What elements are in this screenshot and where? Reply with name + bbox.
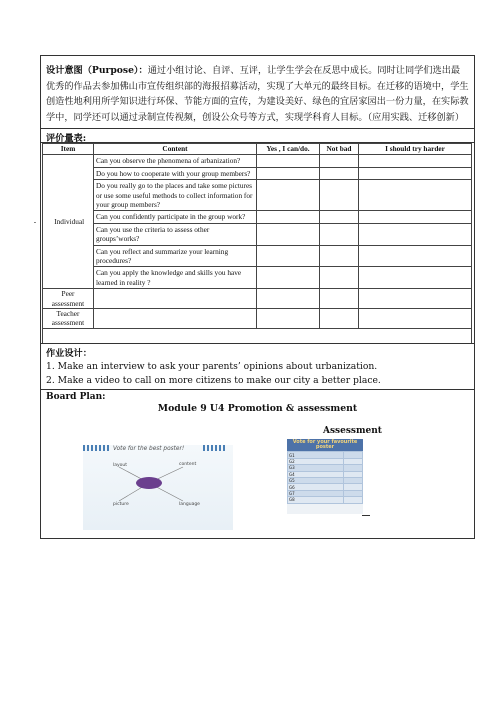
dash-mark: - — [33, 217, 37, 227]
table-row — [43, 309, 472, 329]
vote-group: G4 — [288, 471, 344, 477]
rating-cell[interactable] — [257, 167, 320, 179]
table-row — [43, 167, 472, 179]
rating-cell[interactable] — [359, 223, 472, 245]
poster-image — [83, 445, 233, 530]
poster-title: Vote for the best poster! — [113, 446, 185, 453]
peer-assessment-label: Peer assessment — [43, 289, 94, 309]
vote-group: G2 — [288, 458, 344, 464]
rating-cell[interactable] — [257, 267, 320, 289]
vote-group: G1 — [288, 452, 344, 458]
rating-cell[interactable] — [257, 309, 320, 329]
column-header: Not bad — [320, 144, 359, 155]
vote-group: G7 — [288, 490, 344, 496]
footnote-mark — [362, 515, 370, 516]
table-spacer — [43, 328, 472, 343]
rating-cell[interactable] — [320, 167, 359, 179]
rating-cell[interactable] — [257, 180, 320, 211]
criterion-text: Can you apply the knowledge and skills you have learned in reality ? — [94, 267, 257, 289]
table-row — [43, 245, 472, 267]
vote-group: G6 — [288, 484, 344, 490]
criterion-text: Can you use the criteria to assess other groups’works? — [94, 223, 257, 245]
criterion-text: Do you really go to the places and take some pictures or use some useful methods to collect information for your group members? — [94, 180, 257, 211]
assessment-label: Assessment — [323, 426, 382, 437]
table-row — [43, 223, 472, 245]
table-row — [43, 211, 472, 223]
rating-cell[interactable] — [359, 167, 472, 179]
vote-group: G8 — [288, 497, 344, 503]
rating-cell[interactable] — [359, 289, 472, 309]
rating-cell[interactable] — [320, 245, 359, 267]
rating-cell[interactable] — [359, 211, 472, 223]
criterion-text: Can you confidently participate in the group work? — [94, 211, 257, 223]
homework-item: 2. Make a video to call on more citizens to make our city a better place. — [46, 374, 381, 386]
vote-group: G5 — [288, 477, 344, 483]
vote-title: Vote for your favourite poster — [287, 439, 363, 451]
board-plan-heading: Board Plan: — [46, 392, 106, 403]
module-title: Module 9 U4 Promotion & assessment — [157, 403, 358, 415]
teacher-assessment-label: Teacher assessment — [43, 309, 94, 329]
individual-cell — [33, 155, 94, 289]
criterion-text: Do you how to cooperate with your group members? — [94, 167, 257, 179]
individual-label: Individual — [54, 217, 85, 227]
rating-cell[interactable] — [257, 211, 320, 223]
table-row — [43, 180, 472, 211]
rating-cell[interactable] — [320, 267, 359, 289]
rating-cell[interactable] — [257, 155, 320, 167]
rating-cell[interactable] — [359, 267, 472, 289]
column-header: I should try harder — [359, 144, 472, 155]
column-header: Content — [94, 144, 257, 155]
spoke-label: content — [179, 462, 197, 468]
rating-cell[interactable] — [320, 155, 359, 167]
rating-cell[interactable] — [359, 155, 472, 167]
evaluation-table — [33, 143, 472, 343]
purpose-text: 通过小组讨论、自评、互评，让学生学会在反思中成长。同时让同学们选出最优秀的作品去参加佛山市宣传组织部的海报招募活动，实现了大单元的最终目标。在迁移的语境中，学生创造性地利用所学知识进行环保、节能方面的宣传，为建设美好、绿色的宜居家园出一份力量，在实际教学中，同学还可以通过录制宣传视频，创设公众号等方式，实现学科育人目标。（应用实践、迁移创新） — [46, 65, 469, 123]
rating-cell[interactable] — [257, 289, 320, 309]
vote-group: G3 — [288, 465, 344, 471]
column-header: Item — [43, 144, 94, 155]
teacher-content-cell — [94, 309, 257, 329]
lesson-sheet — [33, 55, 475, 539]
rating-cell[interactable] — [359, 245, 472, 267]
evaluation-section — [33, 129, 474, 344]
rating-cell[interactable] — [320, 289, 359, 309]
rating-cell[interactable] — [257, 223, 320, 245]
table-row — [43, 155, 472, 167]
spoke-label: picture — [113, 502, 129, 508]
table-row — [43, 267, 472, 289]
rating-cell[interactable] — [320, 223, 359, 245]
board-plan-section — [41, 390, 474, 538]
mindmap-lines — [83, 445, 233, 530]
table-row — [43, 289, 472, 309]
vote-table-image — [287, 439, 363, 514]
spoke-label: layout — [113, 463, 128, 469]
rating-cell[interactable] — [257, 245, 320, 267]
purpose-section — [41, 56, 474, 129]
column-header: Yes , I can/do. — [257, 144, 320, 155]
purpose-label: 设计意图（Purpose）： — [46, 65, 148, 76]
vote-cell — [343, 497, 362, 503]
spacer-cell — [43, 328, 472, 343]
homework-heading: 作业设计： — [46, 347, 92, 359]
vote-table — [287, 451, 363, 503]
evaluation-header-row — [43, 144, 472, 155]
rating-cell[interactable] — [359, 180, 472, 211]
rating-cell[interactable] — [359, 309, 472, 329]
criterion-text: Can you observe the phenomena of arbanization? — [94, 155, 257, 167]
peer-content-cell — [94, 289, 257, 309]
rating-cell[interactable] — [320, 211, 359, 223]
spoke-label: language — [179, 502, 200, 508]
evaluation-heading: 评价量表: — [41, 129, 474, 143]
homework-item: 1. Make an interview to ask your parents’ opinions about urbanization. — [46, 361, 378, 373]
rating-cell[interactable] — [320, 180, 359, 211]
criterion-text: Can you reflect and summarize your learning procedures? — [94, 245, 257, 267]
homework-section — [41, 344, 474, 391]
rating-cell[interactable] — [320, 309, 359, 329]
